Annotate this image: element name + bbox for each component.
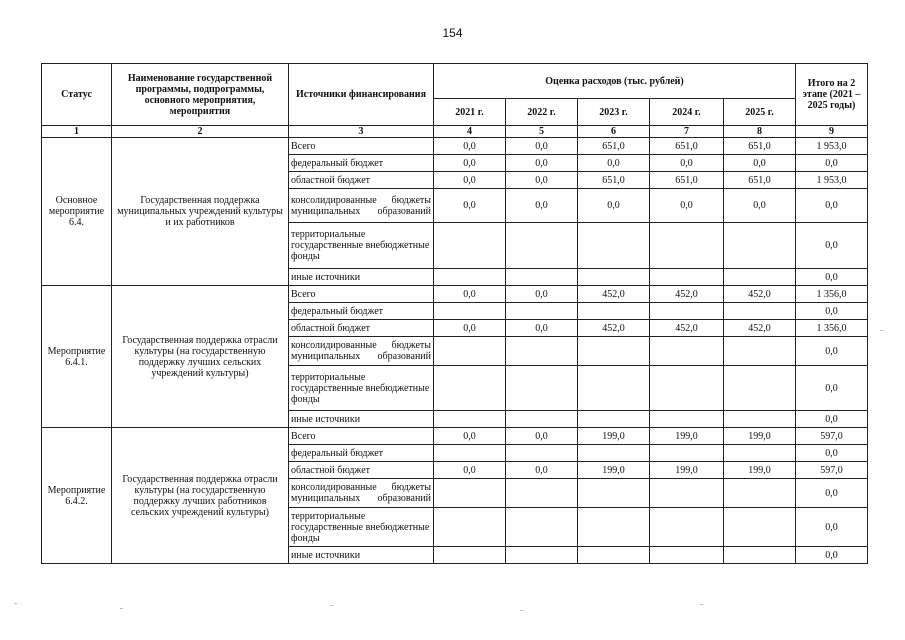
year-value [578,366,650,411]
column-number: 4 [434,126,506,138]
year-value: 452,0 [724,320,796,337]
year-value: 0,0 [506,172,578,189]
scan-speck [14,603,17,604]
funding-source: иные источники [289,411,434,428]
total-value: 0,0 [796,445,868,462]
funding-source: Всего [289,286,434,303]
year-value: 651,0 [650,138,724,155]
year-value: 0,0 [506,462,578,479]
year-value: 452,0 [578,286,650,303]
budget-table [41,63,868,564]
funding-source: территориальные государственные внебюджетные фонды [289,223,434,269]
year-value [434,411,506,428]
year-value: 651,0 [724,172,796,189]
year-value [724,547,796,564]
year-value [650,337,724,366]
year-value [724,366,796,411]
year-value [578,508,650,547]
year-value [506,445,578,462]
row-name: Государственная поддержка муниципальных учреждений культуры и их работников [112,138,289,286]
total-value: 0,0 [796,223,868,269]
header-total: Итого на 2 этапе (2021 – 2025 годы) [796,64,868,126]
year-value: 0,0 [578,189,650,223]
funding-source: Всего [289,428,434,445]
year-value [506,337,578,366]
year-value: 199,0 [578,462,650,479]
year-value [506,366,578,411]
total-value: 0,0 [796,269,868,286]
year-value: 0,0 [434,320,506,337]
year-value: 0,0 [506,138,578,155]
table-row [42,138,868,155]
total-value: 0,0 [796,366,868,411]
year-value: 199,0 [724,428,796,445]
year-value [434,303,506,320]
total-value: 0,0 [796,337,868,366]
year-value [578,445,650,462]
year-value [434,223,506,269]
funding-source: территориальные государственные внебюджетные фонды [289,508,434,547]
year-value [650,508,724,547]
funding-source: федеральный бюджет [289,155,434,172]
year-value: 0,0 [578,155,650,172]
total-value: 1 953,0 [796,172,868,189]
year-value: 0,0 [434,155,506,172]
year-value [724,337,796,366]
row-name: Государственная поддержка отрасли культуры (на государственную поддержку лучших сельских учреждений культуры) [112,286,289,428]
year-value [578,547,650,564]
year-value [434,366,506,411]
header-year: 2021 г. [434,99,506,126]
year-value [650,366,724,411]
year-value [650,547,724,564]
year-value [650,411,724,428]
year-value [578,223,650,269]
header-year: 2023 г. [578,99,650,126]
scan-speck [120,608,123,609]
funding-source: областной бюджет [289,462,434,479]
header-sources: Источники финансирования [289,64,434,126]
funding-source: федеральный бюджет [289,445,434,462]
row-status: Мероприятие 6.4.2. [42,428,112,564]
column-number: 3 [289,126,434,138]
header-estimate: Оценка расходов (тыс. рублей) [434,64,796,99]
column-number: 5 [506,126,578,138]
year-value: 0,0 [434,286,506,303]
column-number: 2 [112,126,289,138]
funding-source: консолидированные бюджеты муниципальных образований [289,479,434,508]
total-value: 597,0 [796,462,868,479]
scan-speck [330,605,333,606]
total-value: 0,0 [796,479,868,508]
year-value [506,223,578,269]
year-value: 452,0 [724,286,796,303]
table-body [42,138,868,564]
scan-speck [700,604,703,605]
header-year: 2022 г. [506,99,578,126]
year-value: 0,0 [434,172,506,189]
year-value: 0,0 [434,462,506,479]
year-value [578,303,650,320]
column-number-row [42,126,868,138]
header-year: 2025 г. [724,99,796,126]
year-value: 0,0 [506,155,578,172]
year-value [724,411,796,428]
header-year: 2024 г. [650,99,724,126]
funding-source: территориальные государственные внебюджетные фонды [289,366,434,411]
year-value: 651,0 [578,138,650,155]
year-value [434,269,506,286]
year-value: 0,0 [506,428,578,445]
year-value [578,479,650,508]
year-value: 199,0 [578,428,650,445]
total-value: 0,0 [796,189,868,223]
column-number: 7 [650,126,724,138]
year-value: 0,0 [724,189,796,223]
column-number: 9 [796,126,868,138]
year-value [724,269,796,286]
year-value [650,479,724,508]
year-value [724,479,796,508]
year-value [434,508,506,547]
year-value: 0,0 [506,286,578,303]
total-value: 1 356,0 [796,320,868,337]
funding-source: иные источники [289,269,434,286]
year-value: 651,0 [724,138,796,155]
year-value: 452,0 [650,320,724,337]
funding-source: консолидированные бюджеты муниципальных образований [289,189,434,223]
column-number: 8 [724,126,796,138]
year-value [578,337,650,366]
total-value: 0,0 [796,411,868,428]
year-value: 651,0 [578,172,650,189]
table-row [42,286,868,303]
year-value: 0,0 [650,155,724,172]
total-value: 0,0 [796,303,868,320]
year-value: 0,0 [506,189,578,223]
year-value: 651,0 [650,172,724,189]
year-value [724,223,796,269]
scan-speck [880,330,883,331]
year-value [650,445,724,462]
year-value [650,303,724,320]
year-value: 199,0 [724,462,796,479]
table-row [42,428,868,445]
funding-source: федеральный бюджет [289,303,434,320]
year-value [724,445,796,462]
year-value [506,479,578,508]
header-name: Наименование государственной программы, подпрограммы, основного мероприятия, мероприятия [112,64,289,126]
year-value [724,508,796,547]
page-number: 154 [442,26,463,40]
year-value [650,223,724,269]
year-value [650,269,724,286]
scan-speck [520,610,523,611]
year-value: 0,0 [724,155,796,172]
total-value: 0,0 [796,508,868,547]
year-value: 452,0 [578,320,650,337]
year-value [506,269,578,286]
year-value: 0,0 [434,428,506,445]
year-value [578,269,650,286]
year-value: 0,0 [434,138,506,155]
year-value [434,337,506,366]
year-value [434,479,506,508]
total-value: 597,0 [796,428,868,445]
total-value: 1 356,0 [796,286,868,303]
funding-source: иные источники [289,547,434,564]
year-value: 199,0 [650,462,724,479]
year-value [506,411,578,428]
total-value: 1 953,0 [796,138,868,155]
row-name: Государственная поддержка отрасли культуры (на государственную поддержку лучших работников сельских учреждений культуры) [112,428,289,564]
year-value: 0,0 [650,189,724,223]
year-value [506,303,578,320]
year-value [724,303,796,320]
header-status: Статус [42,64,112,126]
funding-source: консолидированные бюджеты муниципальных образований [289,337,434,366]
year-value: 452,0 [650,286,724,303]
total-value: 0,0 [796,547,868,564]
year-value [434,445,506,462]
year-value [578,411,650,428]
funding-source: областной бюджет [289,172,434,189]
funding-source: областной бюджет [289,320,434,337]
column-number: 6 [578,126,650,138]
row-status: Мероприятие 6.4.1. [42,286,112,428]
year-value: 0,0 [506,320,578,337]
year-value [506,508,578,547]
year-value: 0,0 [434,189,506,223]
year-value [506,547,578,564]
row-status: Основное мероприятие 6.4. [42,138,112,286]
column-number: 1 [42,126,112,138]
year-value: 199,0 [650,428,724,445]
funding-source: Всего [289,138,434,155]
year-value [434,547,506,564]
total-value: 0,0 [796,155,868,172]
